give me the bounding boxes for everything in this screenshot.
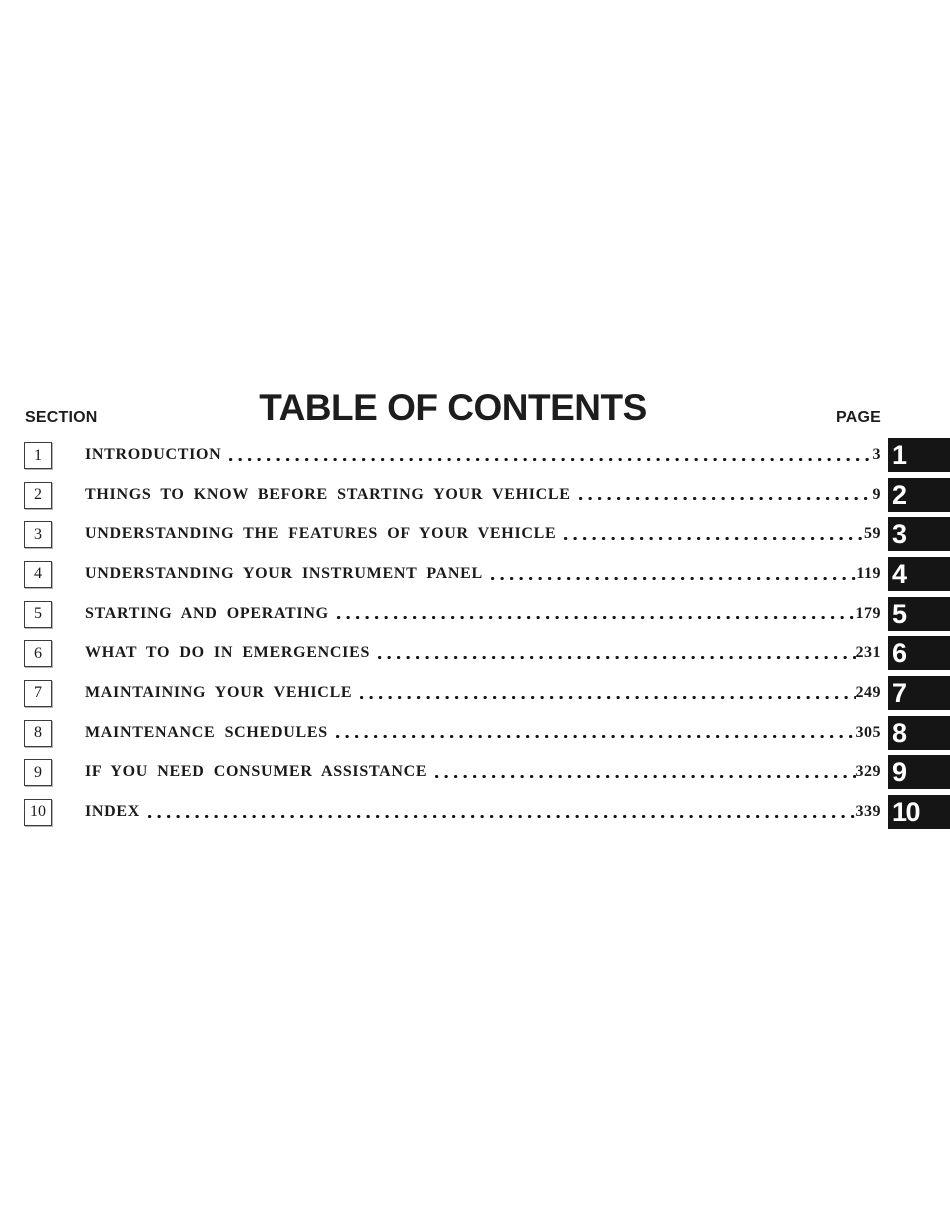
edge-tab (888, 716, 950, 750)
toc-row (0, 557, 950, 597)
edge-tab (888, 795, 950, 829)
section-number: 8 (34, 724, 42, 742)
section-number-box (24, 720, 52, 747)
entry-title: UNDERSTANDING YOUR INSTRUMENT PANEL (85, 564, 483, 582)
tab-number: 3 (892, 519, 906, 550)
section-column-label: SECTION (25, 409, 98, 426)
leader-dots (227, 445, 872, 465)
toc-entry (85, 802, 881, 822)
entry-page-number: 231 (855, 644, 881, 662)
toc-row (0, 517, 950, 557)
toc-row (0, 438, 950, 478)
section-number: 3 (34, 525, 42, 543)
tab-number: 10 (892, 796, 920, 827)
section-number: 10 (30, 803, 46, 821)
toc-rows (0, 438, 950, 835)
entry-page-number: 9 (872, 485, 881, 503)
entry-page-number: 119 (856, 564, 881, 582)
tab-number: 2 (892, 479, 906, 510)
entry-title: WHAT TO DO IN EMERGENCIES (85, 644, 371, 662)
entry-title: INTRODUCTION (85, 446, 222, 463)
tab-number: 4 (892, 558, 906, 589)
section-number: 7 (34, 684, 42, 702)
leader-dots (335, 604, 856, 624)
toc-entry (85, 762, 881, 782)
entry-title: UNDERSTANDING THE FEATURES OF YOUR VEHICLE (85, 525, 557, 543)
section-number-box (24, 561, 52, 588)
entry-title: IF YOU NEED CONSUMER ASSISTANCE (85, 763, 428, 781)
section-number: 4 (34, 565, 42, 583)
entry-title: MAINTAINING YOUR VEHICLE (85, 683, 353, 701)
section-number: 9 (34, 763, 42, 781)
toc-row (0, 716, 950, 756)
toc-row (0, 478, 950, 518)
entry-page-number: 305 (855, 723, 881, 741)
leader-dots (433, 762, 855, 782)
entry-title: MAINTENANCE SCHEDULES (85, 723, 328, 741)
toc-entry (85, 564, 881, 584)
entry-page-number: 249 (855, 683, 881, 701)
edge-tab (888, 636, 950, 670)
tab-number: 6 (892, 638, 906, 669)
toc-entry (85, 643, 881, 663)
edge-tab (888, 676, 950, 710)
toc-row (0, 755, 950, 795)
leader-dots (334, 723, 856, 743)
toc-row (0, 795, 950, 835)
toc-row (0, 636, 950, 676)
entry-page-number: 3 (872, 446, 881, 463)
edge-tab (888, 557, 950, 591)
section-number: 6 (34, 644, 42, 662)
toc-row (0, 597, 950, 637)
entry-title: THINGS TO KNOW BEFORE STARTING YOUR VEHICLE (85, 485, 571, 503)
toc-entry (85, 485, 881, 505)
entry-title: INDEX (85, 802, 141, 820)
edge-tab (888, 517, 950, 551)
toc-row (0, 676, 950, 716)
leader-dots (376, 643, 855, 663)
entry-page-number: 339 (855, 802, 881, 820)
tab-number: 5 (892, 598, 906, 629)
section-number: 2 (34, 486, 42, 504)
entry-page-number: 179 (855, 604, 881, 622)
entry-page-number: 59 (864, 525, 881, 543)
section-number-box (24, 759, 52, 786)
section-number: 5 (34, 605, 42, 623)
edge-tab (888, 597, 950, 631)
toc-entry (85, 604, 881, 624)
tab-number: 8 (892, 717, 906, 748)
toc-entry (85, 524, 881, 544)
leader-dots (562, 524, 864, 544)
edge-tab (888, 478, 950, 512)
section-number: 1 (34, 446, 42, 464)
page-title: TABLE OF CONTENTS (259, 387, 647, 428)
tab-number: 7 (892, 677, 906, 708)
edge-tab (888, 438, 950, 472)
tab-number: 9 (892, 757, 906, 788)
leader-dots (358, 683, 855, 703)
section-number-box (24, 640, 52, 667)
section-number-box (24, 482, 52, 509)
edge-tab (888, 755, 950, 789)
section-number-box (24, 799, 52, 826)
section-number-box (24, 680, 52, 707)
leader-dots (577, 485, 873, 505)
toc-entry (85, 723, 881, 743)
leader-dots (146, 802, 855, 822)
tab-number: 1 (892, 440, 906, 470)
section-number-box (24, 601, 52, 628)
section-number-box (24, 521, 52, 548)
leader-dots (489, 564, 856, 584)
section-number-box (24, 442, 52, 469)
page-column-label: PAGE (836, 409, 881, 426)
entry-page-number: 329 (855, 763, 881, 781)
toc-entry (85, 683, 881, 703)
toc-entry (85, 445, 881, 465)
entry-title: STARTING AND OPERATING (85, 604, 329, 622)
